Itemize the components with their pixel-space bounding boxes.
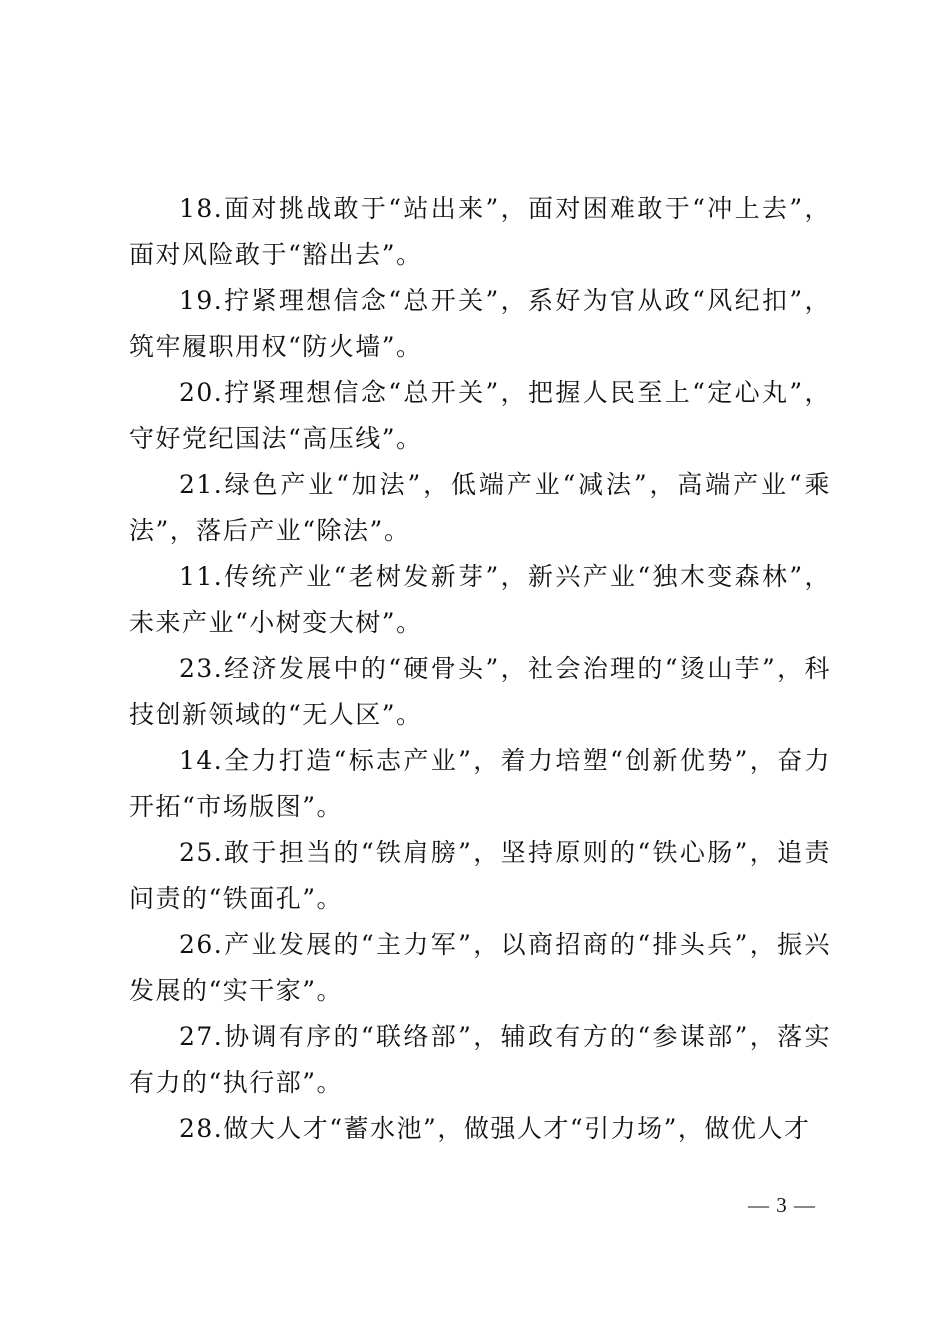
- paragraph-20: 20.拧紧理想信念“总开关”，把握人民至上“定心丸”，守好党纪国法“高压线”。: [129, 378, 831, 453]
- paragraph-18: 18.面对挑战敢于“站出来”，面对困难敢于“冲上去”，面对风险敢于“豁出去”。: [129, 194, 831, 269]
- document-body: [129, 186, 831, 1152]
- page-number: — 3 —: [748, 1193, 816, 1217]
- paragraph-25: 25.敢于担当的“铁肩膀”，坚持原则的“铁心肠”，追责问责的“铁面孔”。: [129, 838, 831, 913]
- paragraph-23: 23.经济发展中的“硬骨头”，社会治理的“烫山芋”，科技创新领域的“无人区”。: [129, 654, 831, 729]
- paragraph-11: 11.传统产业“老树发新芽”，新兴产业“独木变森林”，未来产业“小树变大树”。: [129, 562, 831, 637]
- paragraph-26: 26.产业发展的“主力军”，以商招商的“排头兵”，振兴发展的“实干家”。: [129, 930, 831, 1005]
- paragraph-19: 19.拧紧理想信念“总开关”，系好为官从政“风纪扣”，筑牢履职用权“防火墙”。: [129, 286, 831, 361]
- paragraph-14: 14.全力打造“标志产业”，着力培塑“创新优势”，奋力开拓“市场版图”。: [129, 746, 831, 821]
- paragraph-28: 28.做大人才“蓄水池”，做强人才“引力场”，做优人才: [179, 1114, 811, 1143]
- paragraph-21: 21.绿色产业“加法”，低端产业“减法”，高端产业“乘法”，落后产业“除法”。: [129, 470, 831, 545]
- paragraph-27: 27.协调有序的“联络部”，辅政有方的“参谋部”，落实有力的“执行部”。: [129, 1022, 831, 1097]
